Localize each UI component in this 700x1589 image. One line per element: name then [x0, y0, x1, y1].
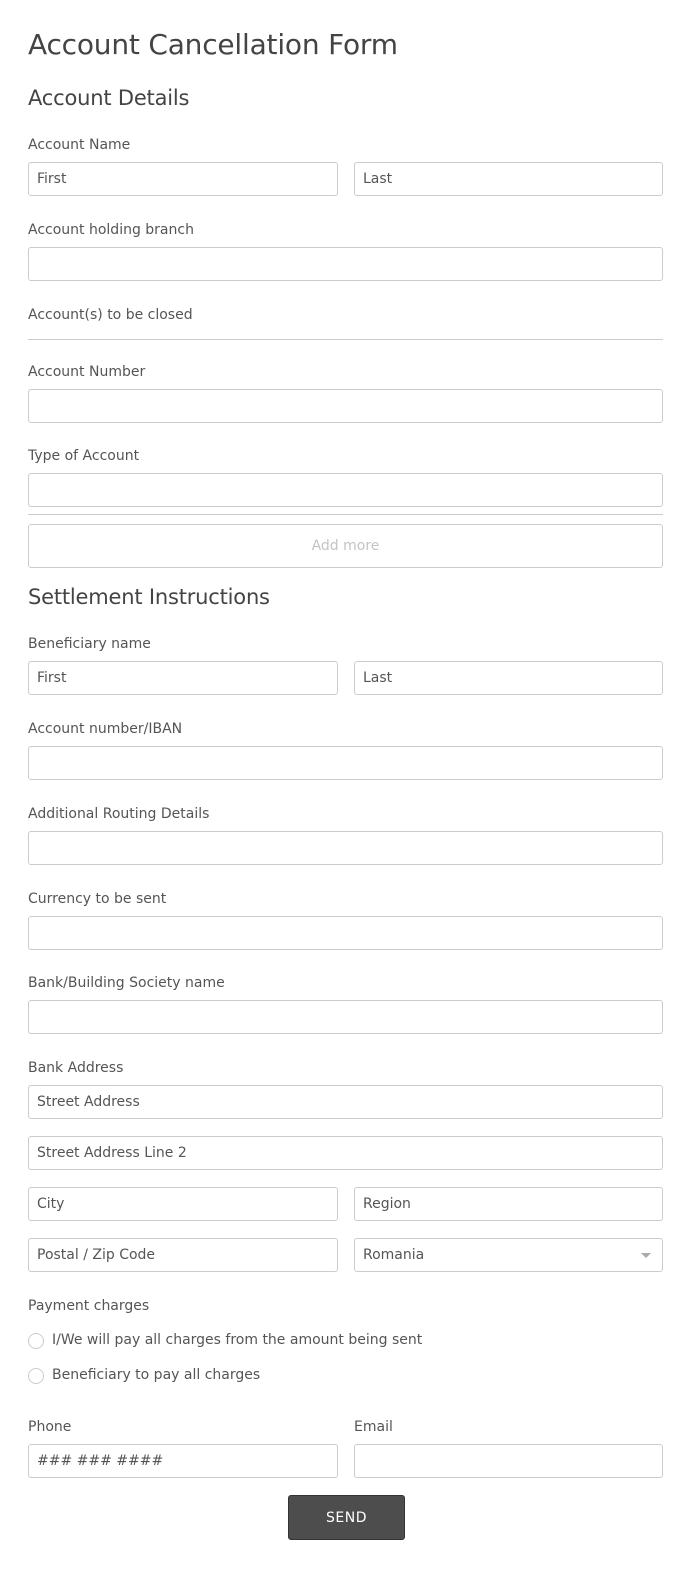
country-select-value: Romania [363, 1247, 425, 1263]
email-input[interactable] [354, 1444, 663, 1478]
add-more-button[interactable]: Add more [28, 524, 663, 568]
repeat-divider [28, 514, 663, 515]
bank-address-label: Bank Address [28, 1060, 124, 1076]
currency-label: Currency to be sent [28, 891, 167, 907]
radio-sender-pays[interactable] [28, 1333, 44, 1349]
bank-name-label: Bank/Building Society name [28, 975, 225, 991]
account-name-first-input[interactable] [28, 162, 338, 196]
street-address-input[interactable] [28, 1085, 663, 1119]
beneficiary-last-input[interactable] [354, 661, 663, 695]
payment-charges-label: Payment charges [28, 1298, 150, 1314]
accounts-closed-label: Account(s) to be closed [28, 307, 193, 323]
account-number-label: Account Number [28, 364, 146, 380]
bank-name-input[interactable] [28, 1000, 663, 1034]
postal-code-input[interactable] [28, 1238, 338, 1272]
radio-beneficiary-pays[interactable] [28, 1368, 44, 1384]
account-number-input[interactable] [28, 389, 663, 423]
account-name-last-input[interactable] [354, 162, 663, 196]
street-address-line2-input[interactable] [28, 1136, 663, 1170]
account-type-label: Type of Account [28, 448, 140, 464]
routing-label: Additional Routing Details [28, 806, 210, 822]
section-divider [28, 339, 663, 340]
beneficiary-name-label: Beneficiary name [28, 636, 151, 652]
account-type-input[interactable] [28, 473, 663, 507]
account-name-label: Account Name [28, 137, 131, 153]
section-heading-account-details: Account Details [28, 86, 190, 110]
radio-beneficiary-pays-label[interactable]: Beneficiary to pay all charges [52, 1367, 261, 1383]
country-select[interactable] [354, 1238, 663, 1272]
currency-input[interactable] [28, 916, 663, 950]
iban-input[interactable] [28, 746, 663, 780]
page-title: Account Cancellation Form [28, 28, 398, 61]
iban-label: Account number/IBAN [28, 721, 183, 737]
holding-branch-input[interactable] [28, 247, 663, 281]
phone-label: Phone [28, 1419, 72, 1435]
region-input[interactable] [354, 1187, 663, 1221]
radio-sender-pays-label[interactable]: I/We will pay all charges from the amount being sent [52, 1332, 423, 1348]
city-input[interactable] [28, 1187, 338, 1221]
phone-input[interactable] [28, 1444, 338, 1478]
send-button[interactable]: SEND [288, 1495, 405, 1540]
routing-input[interactable] [28, 831, 663, 865]
holding-branch-label: Account holding branch [28, 222, 194, 238]
email-label: Email [354, 1419, 393, 1435]
beneficiary-first-input[interactable] [28, 661, 338, 695]
chevron-down-icon [641, 1253, 651, 1258]
section-heading-settlement: Settlement Instructions [28, 585, 270, 609]
